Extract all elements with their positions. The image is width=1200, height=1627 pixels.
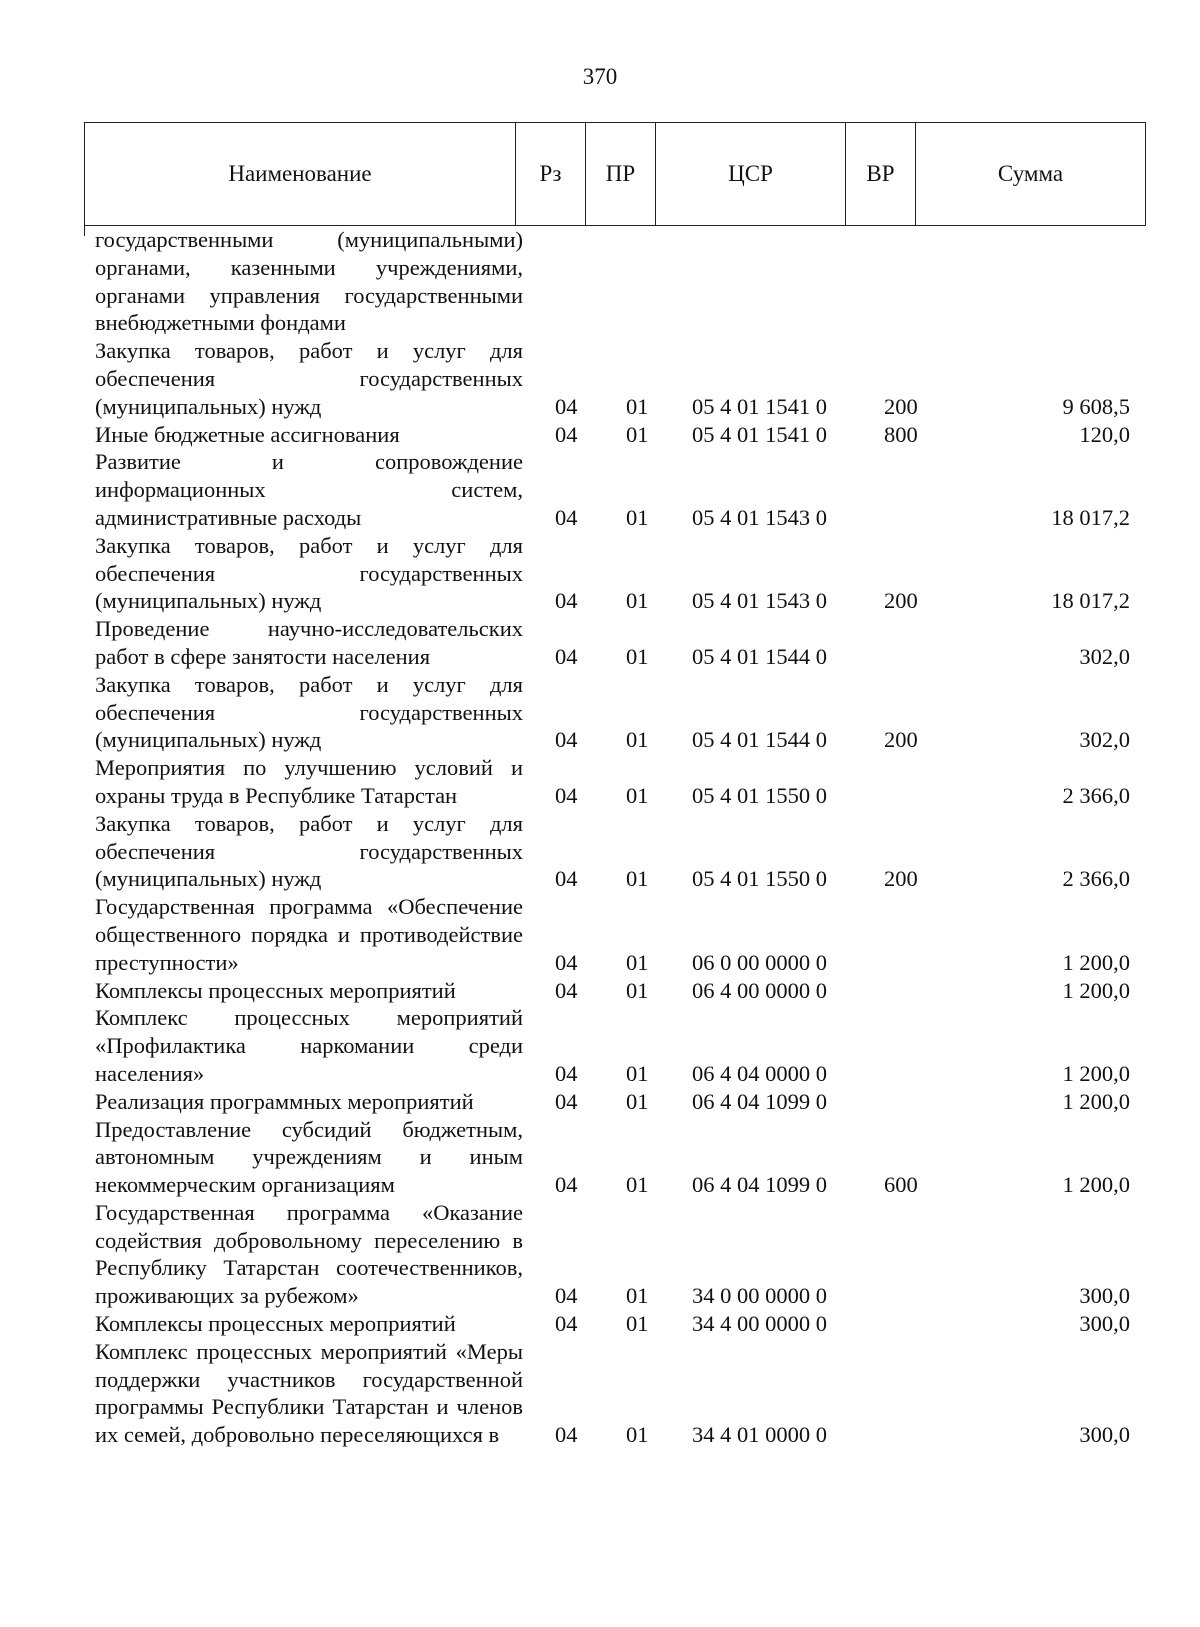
row-csr: 05 4 01 1543 0 [692,588,827,614]
row-csr: 34 0 00 0000 0 [692,1283,827,1309]
table-body [0,226,1200,1449]
row-csr: 06 4 04 0000 0 [692,1060,827,1086]
row-sum: 1 200,0 [1062,949,1130,975]
row-rz: 04 [555,1060,578,1086]
row-name: Мероприятия по улучшению условий и охраны труда в Республике Татарстан [95,755,523,808]
row-pr: 01 [626,949,649,975]
table-row [0,226,1200,337]
row-csr: 05 4 01 1550 0 [692,866,827,892]
row-pr: 01 [626,977,649,1003]
row-rz: 04 [555,949,578,975]
table-header [84,122,1146,226]
table-row [0,977,1200,1005]
row-rz: 04 [555,504,578,530]
row-sum: 9 608,5 [1062,393,1130,419]
row-name: Комплекс процессных мероприятий «Профилактика наркомании среди населения» [95,1005,523,1086]
header-vr: ВР [845,123,915,225]
row-name: Комплекс процессных мероприятий «Меры поддержки участников государственной программы Республики Татарстан и членов их семей, добровольно переселяющихся в [95,1338,523,1448]
row-vr: 200 [884,727,918,753]
table-row [0,1338,1200,1449]
row-csr: 05 4 01 1543 0 [692,504,827,530]
table-row [0,532,1200,615]
row-rz: 04 [555,588,578,614]
row-name: Закупка товаров, работ и услуг для обеспечения государственных (муниципальных) нужд [95,532,523,614]
row-sum: 18 017,2 [1051,504,1130,530]
row-rz: 04 [555,782,578,808]
page-number: 370 [582,64,618,89]
row-name: Предоставление субсидий бюджетным, автономным учреждениям и иным некоммерческим организациям [95,1116,523,1198]
row-sum: 2 366,0 [1062,782,1130,808]
row-pr: 01 [626,1060,649,1086]
row-rz: 04 [555,421,578,447]
row-pr: 01 [626,421,649,447]
row-sum: 302,0 [1079,727,1130,753]
header-pr: ПР [585,123,655,225]
row-name: Комплексы процессных мероприятий [95,1311,456,1337]
table-row [0,1116,1200,1199]
row-pr: 01 [626,727,649,753]
row-sum: 1 200,0 [1062,1172,1130,1198]
row-name: Реализация программных мероприятий [95,1088,474,1114]
table-row [0,1310,1200,1338]
row-rz: 04 [555,866,578,892]
row-vr: 200 [884,866,918,892]
row-pr: 01 [626,866,649,892]
row-pr: 01 [626,588,649,614]
row-pr: 01 [626,782,649,808]
row-sum: 18 017,2 [1051,588,1130,614]
header-name: Наименование [228,161,372,186]
row-sum: 300,0 [1079,1422,1130,1448]
row-rz: 04 [555,977,578,1003]
row-csr: 34 4 00 0000 0 [692,1311,827,1337]
table-row [0,337,1200,420]
row-vr: 200 [884,588,918,614]
row-sum: 1 200,0 [1062,1088,1130,1114]
row-rz: 04 [555,1172,578,1198]
row-sum: 300,0 [1079,1283,1130,1309]
row-csr: 06 4 04 1099 0 [692,1172,827,1198]
row-name: Комплексы процессных мероприятий [95,977,456,1003]
row-name: Закупка товаров, работ и услуг для обеспечения государственных (муниципальных) нужд [95,338,523,419]
table-row [0,754,1200,810]
row-name: Иные бюджетные ассигнования [95,421,400,447]
header-sum: Сумма [915,123,1145,225]
row-sum: 1 200,0 [1062,977,1130,1003]
table-row [0,615,1200,671]
table-row [0,893,1200,976]
table-row [0,421,1200,449]
row-rz: 04 [555,393,578,419]
row-csr: 06 4 00 0000 0 [692,977,827,1003]
row-sum: 300,0 [1079,1311,1130,1337]
table-row [0,1199,1200,1310]
row-pr: 01 [626,393,649,419]
row-sum: 302,0 [1079,643,1130,669]
row-rz: 04 [555,727,578,753]
row-csr: 34 4 01 0000 0 [692,1422,827,1448]
row-rz: 04 [555,1088,578,1114]
row-sum: 120,0 [1079,421,1130,447]
row-rz: 04 [555,643,578,669]
row-pr: 01 [626,1283,649,1309]
row-csr: 06 4 04 1099 0 [692,1088,827,1114]
table-row [0,1088,1200,1116]
row-name: Государственная программа «Оказание содействия добровольному переселению в Республику Татарстан соотечественников, проживающих за рубежом» [95,1199,523,1309]
row-rz: 04 [555,1422,578,1448]
row-name: Закупка товаров, работ и услуг для обеспечения государственных (муниципальных) нужд [95,810,523,892]
row-rz: 04 [555,1283,578,1309]
row-csr: 05 4 01 1544 0 [692,727,827,753]
table-row [0,810,1200,893]
row-pr: 01 [626,643,649,669]
row-pr: 01 [626,1311,649,1337]
row-name: Проведение научно-исследовательских работ в сфере занятости населения [95,616,523,669]
row-pr: 01 [626,1172,649,1198]
row-vr: 200 [884,393,918,419]
row-name: государственными (муниципальными) органами, казенными учреждениями, органами управления государственными внебюджетными фондами [95,227,523,336]
row-sum: 2 366,0 [1062,866,1130,892]
row-pr: 01 [626,504,649,530]
header-rz: Рз [515,123,585,225]
header-csr: ЦСР [655,123,845,225]
table-row [0,448,1200,531]
table-row [0,671,1200,754]
row-pr: 01 [626,1422,649,1448]
row-vr: 600 [884,1172,918,1198]
row-csr: 05 4 01 1541 0 [692,393,827,419]
row-csr: 05 4 01 1550 0 [692,782,827,808]
row-rz: 04 [555,1311,578,1337]
row-vr: 800 [884,421,918,447]
row-csr: 05 4 01 1541 0 [692,421,827,447]
row-csr: 06 0 00 0000 0 [692,949,827,975]
row-name: Государственная программа «Обеспечение общественного порядка и противодействие преступности» [95,894,523,975]
row-pr: 01 [626,1088,649,1114]
row-sum: 1 200,0 [1062,1060,1130,1086]
row-name: Развитие и сопровождение информационных систем, административные расходы [95,449,523,530]
table-row [0,1004,1200,1087]
row-csr: 05 4 01 1544 0 [692,643,827,669]
row-name: Закупка товаров, работ и услуг для обеспечения государственных (муниципальных) нужд [95,671,523,753]
